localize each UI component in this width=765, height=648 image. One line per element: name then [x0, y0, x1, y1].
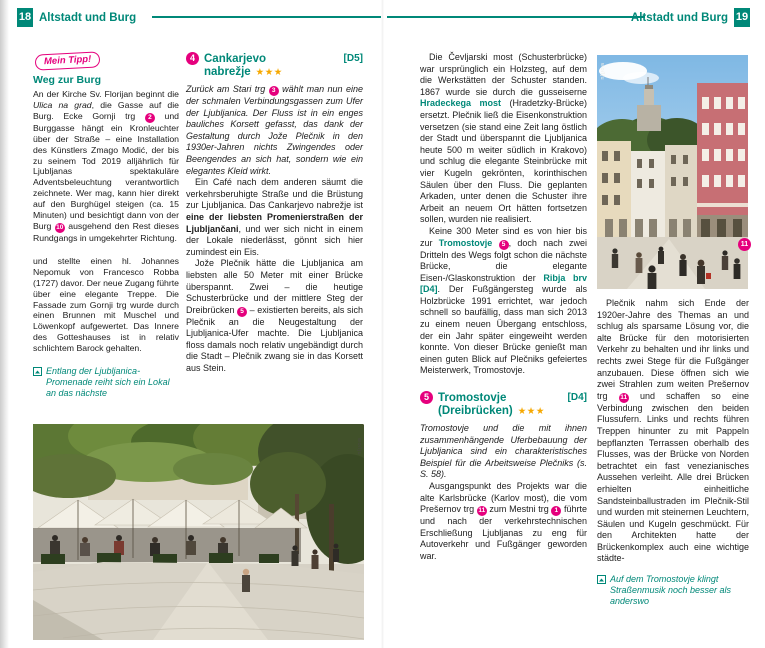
right-page-inner-column	[420, 52, 587, 563]
photo-caption-icon	[597, 575, 606, 607]
schusterbruecke-paragraph: Die Čevljarski most (Schusterbrücke) war ursprünglich ein Holzsteg, auf dem die Werkstätten der Schuster standen. 1867 wurde sie durch die gusseiserne Hradeckega most (Hradetzky-Brücke) ersetzt. Plečnik ließ die Eisenkonstruktion versetzen (sie stand eine Zeit lang östlich der Stadt und überspannt die Ljubljanica heute 500 m weiter südlich in Krakovo) und schlug die elegante Steinbrücke mit vier Kugeln gekrönten, korinthischen Säulen über den Fluss. Die geplanten Arkaden, unter denen die Schuster ihre Arbeit an neuem Ort hätten fortsetzen sollen, wurden nie realisiert.	[420, 52, 587, 225]
running-header-right-title: Altstadt und Burg	[630, 11, 728, 24]
photo-caption-right	[597, 574, 749, 607]
ribja-brv-paragraph: Keine 300 Meter sind es von hier bis zur Tromostovje 5 , doch nach zwei Dritteln des Wegs folgt schon die nächste Brücke, die elegante Eisen-/Glaskonstruktion der Ribja brv [D4]. Der Fußgängersteg wurde als Holzbrücke 1991 errichtet, war jedoch schnell so baufällig, dass man sich 2013 zu einem neuen Übergang entschloss, der ein Jahr später eingeweiht werden konnte. Von dieser Brücke genießt man einen guten Blick auf Plečniks gefeiertes Meisterwerk, Tromostovje.	[420, 225, 587, 376]
photo-caption-left-text: Entlang der Ljubljanica-Promenade reiht sich ein Lokal an das nächste	[46, 366, 170, 399]
section-5-map-ref: [D4]	[567, 392, 587, 404]
section-4-title: Cankarjevo	[204, 52, 267, 65]
photo-caption-icon	[33, 367, 42, 399]
right-page-outer-column	[597, 298, 749, 607]
section-4-stars: ★★★	[255, 66, 283, 78]
section-5-stars: ★★★	[517, 405, 545, 417]
section-5-title: Tromostovje	[438, 391, 507, 404]
tromostovje-paragraph: Plečnik nahm sich Ende der 1920er-Jahre des Themas an und schlug als sparsame Lösung vor, die alte Brücke für den motorisierten Verkehr zu behalten und ihr links und rechts zwei Stege für die Fußgänger anzubauen. Diese öffnen sich wie zwei Strahlen zum weiten Prešernov trg 11 und schaffen so eine Verbindung zwischen den beiden Flussufern. Links und rechts führen Treppen hinunter zu mit Pappeln bepflanzten Terrassen oberhalb des Flusses, was der Brücke von Norden betrachtet ein fast venezianisches Aussehen verleiht. Alle drei Brücken erhielten einheitliche Sandsteinballustraden im Plečnik-Stil und wurden mit steinernen Leuchtern, Säulen und Kugeln geschmückt. Für den Architekten hatte der Brückenkomplex auch eine wichtige städte-	[597, 298, 749, 564]
continuation-paragraph: und stellte einen hl. Johannes Nepomuk von Francesco Robba (1727) davor. Der neue Zugang führte über eine elegante Treppe. Die Fassade zum Gornji trg wurde durch einen Brunnen mit Muschel und Löwenkopf aufgewertet. Das Innere des Gotteshauses ist in relativ schlichtem Barock gehalten.	[33, 255, 179, 354]
section-5-header	[420, 391, 587, 417]
running-header-left-title: Altstadt und Burg	[39, 11, 137, 24]
section-4-title-line2: nabrežje	[204, 66, 251, 78]
photo-caption-left	[33, 366, 179, 399]
section-4-number-badge: 4	[186, 52, 199, 65]
section-5-number-badge: 5	[420, 391, 433, 404]
city-photo-illustration	[597, 55, 748, 289]
tip-column	[33, 50, 179, 399]
section-4-paragraph: Ein Café nach dem anderen säumt die verkehrsberuhigte Straße und die Brüstung zur Ljubljanica. Das Cankarjevo nabrežje ist eine der liebsten Promenierstraßen der Ljubljančani, und wer sich nicht in einem der Lokale niederlässt, gönnt sich hier zumindest ein Eis.	[186, 177, 363, 257]
mein-tipp-badge	[35, 51, 101, 70]
mein-tipp-badge-label: Mein Tipp!	[43, 53, 92, 68]
section-4-column	[186, 52, 363, 375]
tip-title: Weg zur Burg	[33, 74, 102, 86]
section-5-intro: Tromostovje und die mit ihnen zusammenhängende Uferbebauung der Ljubljanica sind ein charakteristisches Beispiel für die Arbeitsweise Plečniks (s. S. 58).	[420, 423, 587, 480]
presernov-trg-photo	[597, 55, 748, 289]
section-4-map-ref: [D5]	[343, 53, 363, 64]
running-header-right	[631, 8, 750, 27]
section-4-intro: Zurück am Stari trg 3 wählt man nun eine der schmalen Verbindungsgassen zum Ufer der Ljubljanica. Der Fluss ist in ein enges bauliches Korsett gefasst, das dank der Gestaltung durch Jože Plečnik in den 1930er-Jahren nichts Zwingendes oder Beengendes an sich hat, sondern wie ein elegantes Kleid wirkt.	[186, 84, 363, 176]
section-4-paragraph: Jože Plečnik hätte die Ljubljanica am liebsten alle 50 Meter mit einer Brücke überspannt. Zwei – die heutige Schusterbrücke und der mittlere Steg der Dreibrücken 5 – existierten bereits, als sich Plečnik an die Neugestaltung der Ljubljanica-Ufer machte. Die Ljubljanica floss damals noch relativ ungebändigt durch die Stadt – Plečnik zwang sie in das Korsett aus Stein.	[186, 258, 363, 374]
tip-body: An der Kirche Sv. Florijan beginnt die Ulica na grad, die Gasse auf die Burg. Ecke Gornji trg 2 und Burggasse hängt ein Kronleuchter über der Straße – eine Installation des Künstlers Zmago Modić, der bis zu seinem Tod 2019 alljährlich für Ljubljanas spektakuläre Adventsbeleuchtung verantwortlich zeichnete. Wer mag, kann hier direkt auf den Burghügel steigen (ca. 15 Minuten) und besichtigt dann von der Burg 10 ausgehend den Rest dieses Rundgangs in umgekehrter Richtung.	[33, 89, 180, 243]
cafe-promenade-photo	[33, 424, 364, 640]
header-rule-right	[387, 16, 645, 18]
section-5-paragraph: Ausgangspunkt des Projekts war die alte Karlsbrücke (Karlov most), die vom Prešernov trg 11 zum Mestni trg 1 führte und nach der verkehrstechnischen Erschließung Ljubljanas zu eng für Autoverkehr und Fußgänger geworden war.	[420, 481, 588, 561]
cafe-photo-illustration	[33, 424, 364, 640]
running-header-left	[17, 8, 136, 27]
cafe-photo-credit: wo/lju	[356, 438, 362, 456]
section-4-header	[186, 52, 363, 78]
header-rule-left	[152, 16, 381, 18]
photo-caption-right-text: Auf dem Tromostovje klingt Straßenmusik noch besser als anderswo	[610, 574, 732, 607]
map-marker-badge: 11	[738, 238, 751, 251]
page-number-left: 18	[17, 8, 33, 27]
page-gutter	[381, 0, 384, 648]
city-photo-credit: wo/lju	[599, 63, 605, 81]
scan-edge-shadow	[0, 0, 9, 648]
section-5-title-line2: (Dreibrücken)	[438, 405, 513, 418]
page-number-right: 19	[734, 8, 750, 27]
